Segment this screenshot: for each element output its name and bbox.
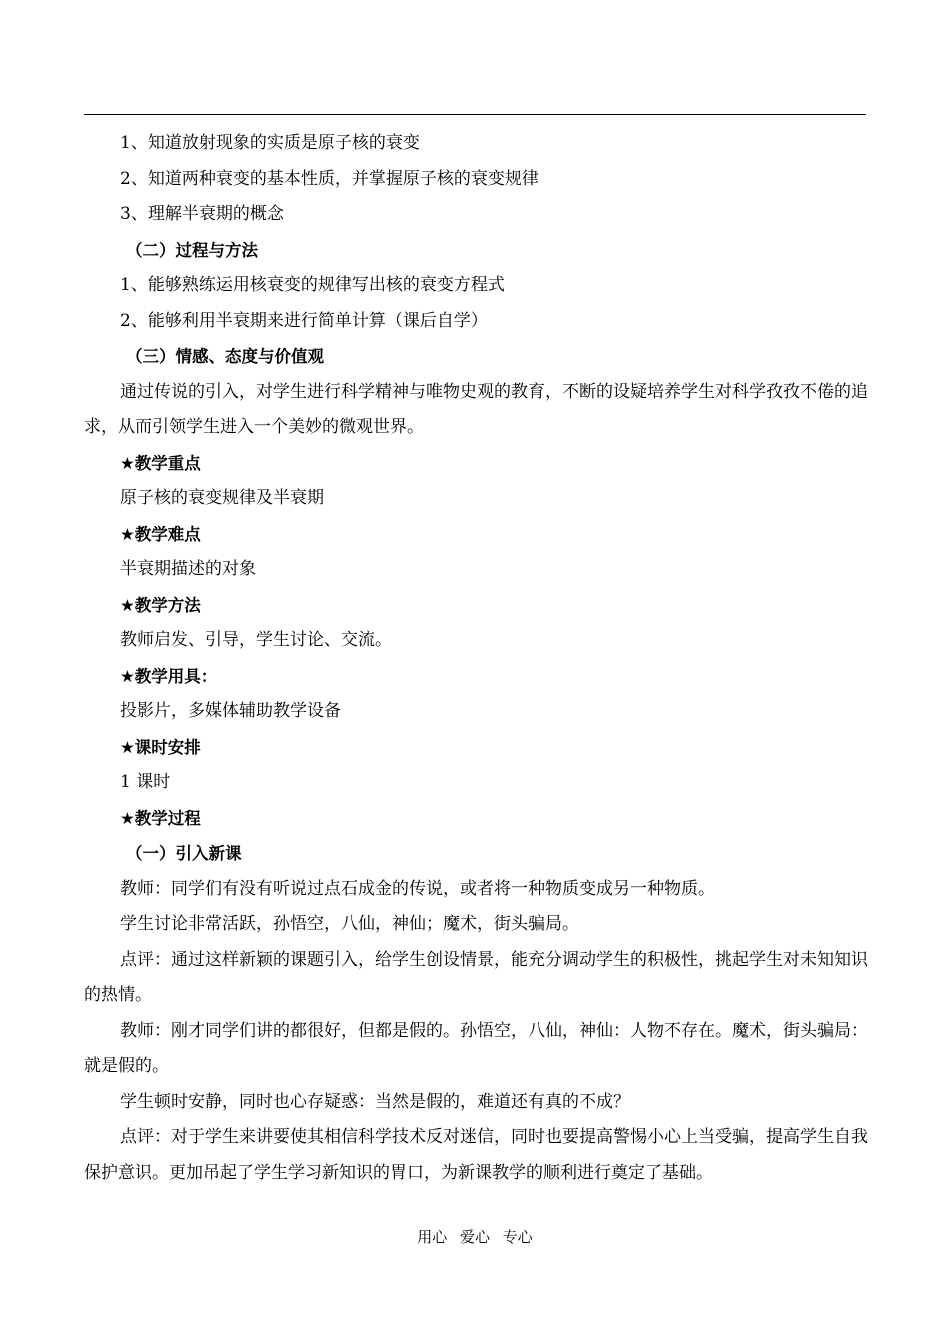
paragraph: 原子核的衰变规律及半衰期 xyxy=(120,488,324,508)
page-footer: 用心 爱心 专心 xyxy=(417,1228,533,1246)
paragraph: 教师：同学们有没有听说过点石成金的传说，或者将一种物质变成另一种物质。 xyxy=(120,878,715,899)
section-heading: ★教学方法 xyxy=(120,595,201,615)
document-body xyxy=(84,126,868,1191)
paragraph: 1、能够熟练运用核衰变的规律写出核的衰变方程式 xyxy=(120,275,505,295)
subsection-heading: （二）过程与方法 xyxy=(126,240,258,260)
paragraph: 1 课时 xyxy=(120,772,171,792)
paragraph: 通过传说的引入，对学生进行科学精神与唯物史观的教育，不断的设疑培养学生对科学孜孜不倦的追求，从而引领学生进入一个美妙的微观世界。 xyxy=(84,381,868,437)
section-heading: ★教学重点 xyxy=(120,453,201,473)
paragraph: 教师启发、引导，学生讨论、交流。 xyxy=(120,630,392,650)
paragraph: 投影片，多媒体辅助教学设备 xyxy=(120,701,341,721)
paragraph: 教师：刚才同学们讲的都很好，但都是假的。孙悟空，八仙，神仙：人物不存在。魔术，街头骗局：就是假的。 xyxy=(84,1020,868,1076)
subsection-heading: （三）情感、态度与价值观 xyxy=(126,347,324,366)
paragraph: 3、理解半衰期的概念 xyxy=(120,204,284,224)
paragraph: 点评：通过这样新颖的课题引入，给学生创设情景，能充分调动学生的积极性，挑起学生对未知知识的热情。 xyxy=(84,949,868,1005)
paragraph: 点评：对于学生来讲要使其相信科学技术反对迷信，同时也要提高警惕小心上当受骗，提高学生自我保护意识。更加吊起了学生学习新知识的胃口，为新课教学的顺利进行奠定了基础。 xyxy=(84,1127,868,1183)
section-heading: ★课时安排 xyxy=(120,737,201,757)
paragraph: 学生讨论非常活跃，孙悟空，八仙，神仙；魔术，街头骗局。 xyxy=(120,914,579,934)
paragraph: 2、知道两种衰变的基本性质，并掌握原子核的衰变规律 xyxy=(120,168,539,189)
section-heading: ★教学用具： xyxy=(120,666,218,686)
paragraph: 半衰期描述的对象 xyxy=(120,559,256,579)
header-rule xyxy=(84,114,866,115)
paragraph: 学生顿时安静，同时也心存疑惑：当然是假的，难道还有真的不成？ xyxy=(120,1091,630,1112)
paragraph: 1、知道放射现象的实质是原子核的衰变 xyxy=(120,133,420,153)
paragraph: 2、能够利用半衰期来进行简单计算（课后自学） xyxy=(120,310,488,331)
section-heading: ★教学难点 xyxy=(120,524,201,544)
subsection-heading: （一）引入新课 xyxy=(126,844,242,863)
section-heading: ★教学过程 xyxy=(120,808,201,828)
